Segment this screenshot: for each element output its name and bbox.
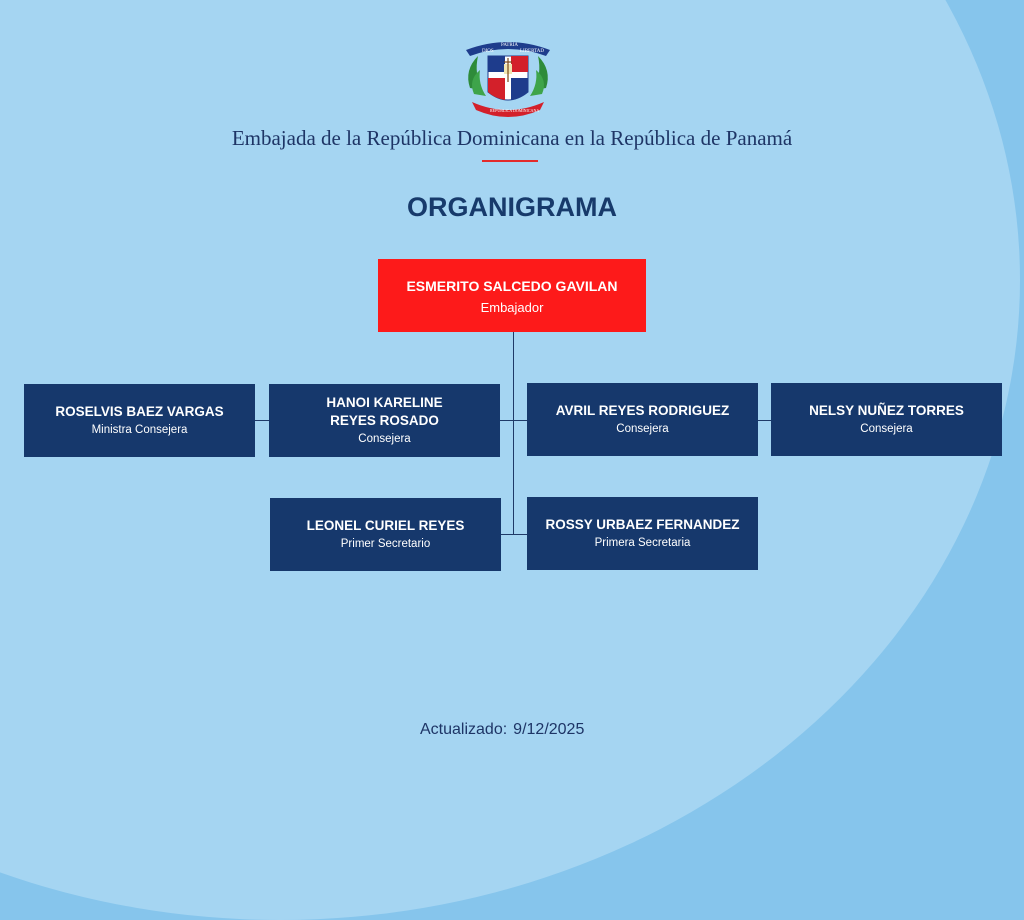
title-divider xyxy=(482,160,538,162)
node-role: Consejera xyxy=(358,433,411,445)
org-node xyxy=(24,384,255,457)
node-name: NELSY NUÑEZ TORRES xyxy=(809,403,964,418)
node-role: Embajador xyxy=(480,299,544,315)
node-role: Primera Secretaria xyxy=(594,537,691,549)
node-name: HANOI KARELINE REYES ROSADO xyxy=(326,395,443,428)
node-role: Ministra Consejera xyxy=(91,424,188,436)
org-node xyxy=(527,497,758,570)
node-name: ROSSY URBAEZ FERNANDEZ xyxy=(545,517,740,532)
coat-of-arms-icon xyxy=(460,30,556,126)
node-role: Consejera xyxy=(616,423,669,435)
org-node xyxy=(270,498,501,571)
seal-text-dios: DIOS xyxy=(482,49,494,54)
seal-text-libertad: LIBERTAD xyxy=(520,49,545,54)
updated-footer xyxy=(420,721,584,739)
node-role: Consejera xyxy=(860,423,913,435)
node-role: Primer Secretario xyxy=(340,538,431,550)
connector-trunk xyxy=(513,331,514,535)
updated-label: Actualizado: xyxy=(420,721,508,738)
embassy-title: Embajada de la República Dominicana en la República de Panamá xyxy=(231,126,793,150)
node-name: AVRIL REYES RODRIGUEZ xyxy=(555,403,730,418)
page-title: ORGANIGRAMA xyxy=(407,192,617,222)
connector-row2 xyxy=(500,534,528,535)
seal-text-republica: REPÚBLICA DOMINICANA xyxy=(490,108,540,113)
org-node xyxy=(771,383,1002,456)
org-node xyxy=(269,384,500,457)
node-name: ESMERITO SALCEDO GAVILAN xyxy=(406,277,618,294)
node-name: ROSELVIS BAEZ VARGAS xyxy=(55,404,224,419)
updated-date: 9/12/2025 xyxy=(513,721,585,738)
seal-text-patria: PATRIA xyxy=(501,43,519,48)
org-node xyxy=(527,383,758,456)
org-node-ambassador xyxy=(378,259,646,332)
node-name: LEONEL CURIEL REYES xyxy=(306,518,465,533)
